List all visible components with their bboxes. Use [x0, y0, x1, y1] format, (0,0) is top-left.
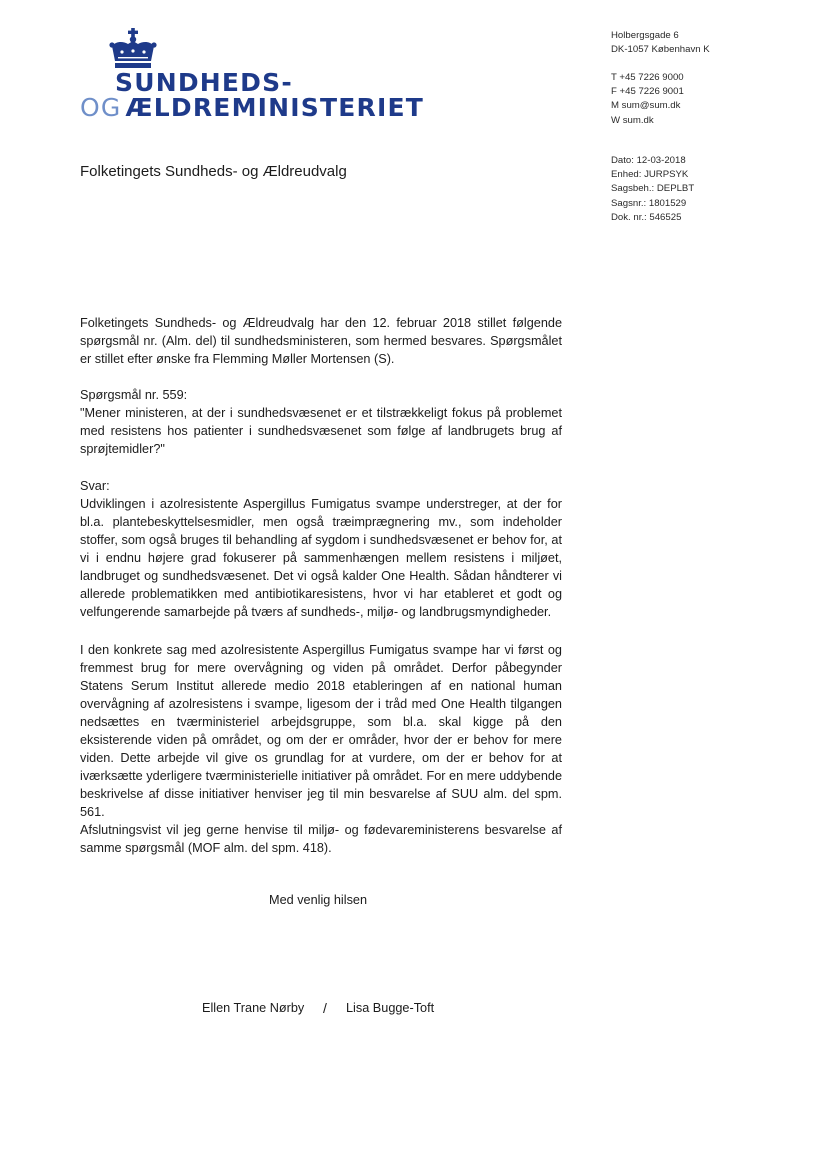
crown-icon	[108, 28, 158, 70]
answer-paragraph-2: I den konkrete sag med azolresistente Aspergillus Fumigatus svampe har vi først og fremmest brug for mere overvågning og viden på området. Derfor påbegynder Statens Serum Institut allerede medio 2018 etableringen af en national human overvågning af azolresistens i svampe, ligesom der i tråd med One Health tilgangen nedsættes en tværministeriel arbejdsgruppe, som bl.a. skal kigge på den eksisterende viden på området, og om der er områder, hvor der er behov for mere viden. Dette arbejde vil give os grundlag for at vurdere, om der er behov for at iværksætte yderligere tværministerielle initiativer på området. For en mere uddybende beskrivelse af disse initiativer henviser jeg til min besvarelse af SUU alm. del spm. 561.	[80, 643, 562, 819]
signature-separator: /	[323, 1000, 327, 1016]
answer-label: Svar:	[80, 479, 110, 493]
logo-og-text: OG	[80, 93, 122, 122]
contact-fax: F +45 7226 9001	[611, 86, 684, 98]
contact-website: W sum.dk	[611, 114, 654, 126]
contact-phone: T +45 7226 9000	[611, 72, 684, 83]
meta-unit: Enhed: JURPSYK	[611, 169, 689, 181]
document-meta	[611, 154, 694, 225]
signature-name-2: Lisa Bugge-Toft	[346, 1001, 435, 1015]
meta-case-officer: Sagsbeh.: DEPLBT	[611, 183, 695, 195]
question-label: Spørgsmål nr. 559:	[80, 388, 188, 402]
contact-email: M sum@sum.dk	[611, 100, 681, 112]
answer-paragraph-3: Afslutningsvist vil jeg gerne henvise til miljø- og fødevareministerens besvarelse af samme spørgsmål (MOF alm. del spm. 418).	[80, 823, 562, 855]
sender-address	[611, 29, 710, 57]
answer-paragraph-1: Udviklingen i azolresistente Aspergillus Fumigatus svampe understreger, at der for bl.a. plantebeskyttelsesmidler, men også træimprægnering mv., som indeholder stoffer, som også bruges til behandling af sygdom i sundhedsvæsenet er behov for, at vi i endnu højere grad fokuserer på sammenhængen mellem resistens i miljøet, landbruget og sundhedsvæsenet. Det vi også kalder One Health. Sådan håndterer vi allerede problematikken med antibiotikaresistens, hvor vi har etableret et godt og velfungerende samarbejde på tværs af sundheds-, miljø- og landbrugsmyndigheder.	[80, 497, 562, 619]
meta-case-number: Sagsnr.: 1801529	[611, 197, 687, 209]
meta-date: Dato: 12-03-2018	[611, 155, 686, 166]
sender-contacts	[611, 71, 684, 128]
signature-name-1: Ellen Trane Nørby	[202, 1001, 305, 1015]
logo-text-line-1: SUNDHEDS-	[115, 68, 293, 97]
logo-text-line-2	[80, 95, 424, 121]
address-city: DK-1057 København K	[611, 44, 710, 56]
closing-greeting: Med venlig hilsen	[269, 893, 368, 907]
recipient: Folketingets Sundheds- og Ældreudvalg	[80, 163, 347, 180]
question-text: "Mener ministeren, at der i sundhedsvæsenet er et tilstrækkeligt fokus på problemet med resistens hos patienter i sundhedsvæsenet som følge af landbrugets brug af sprøjtemidler?"	[80, 406, 562, 456]
intro-paragraph: Folketingets Sundheds- og Ældreudvalg har den 12. februar 2018 stillet følgende spørgsmål nr. (Alm. del) til sundhedsministeren, som hermed besvares. Spørgsmålet er stillet efter ønske fra Flemming Møller Mortensen (S).	[80, 316, 562, 366]
logo-ministry-text: ÆLDREMINISTERIET	[125, 93, 425, 122]
meta-document-number: Dok. nr.: 546525	[611, 211, 682, 223]
address-street: Holbergsgade 6	[611, 30, 679, 41]
